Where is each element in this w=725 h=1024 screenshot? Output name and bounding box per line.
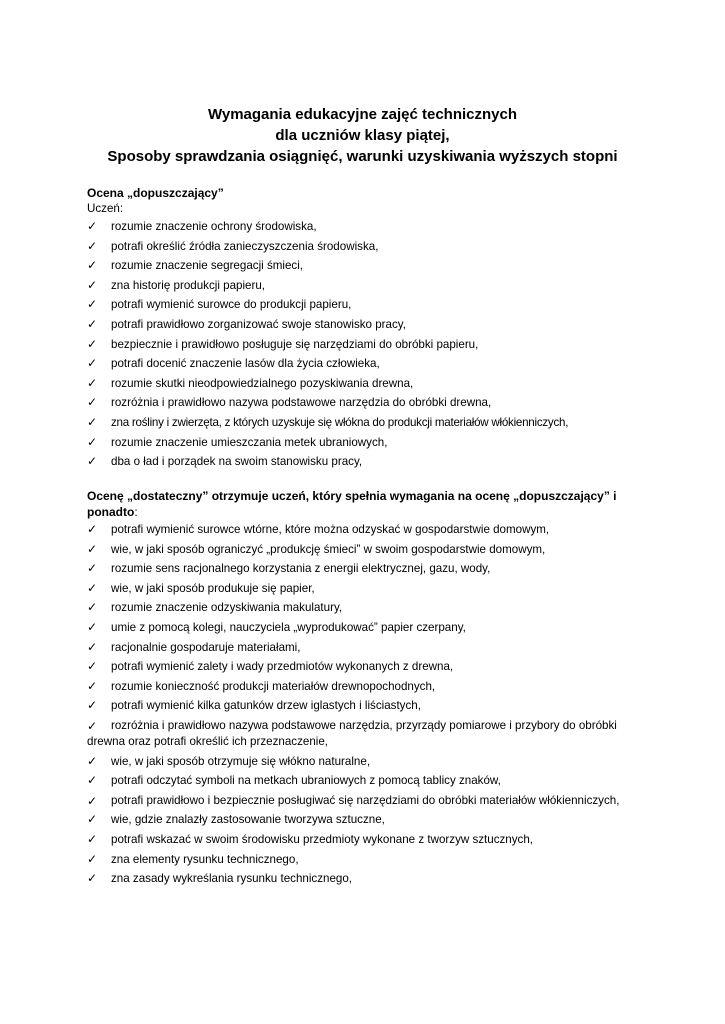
list-item-text: wie, gdzie znalazły zastosowanie tworzywa sztuczne, <box>111 813 385 827</box>
list-item-text: potrafi wymienić surowce wtórne, które można odzyskać w gospodarstwie domowym, <box>111 523 550 536</box>
list-item <box>87 618 647 638</box>
list-item <box>87 677 647 697</box>
list-item-text: potrafi prawidłowo i bezpiecznie posługiwać się narzędziami do obróbki materiałów włókienniczych, <box>111 793 620 807</box>
checkmark-icon: ✓ <box>87 561 98 576</box>
list-item-text: zna zasady wykreślania rysunku technicznego, <box>111 872 353 886</box>
list-item-text: wie, w jaki sposób produkuje się papier, <box>111 581 315 595</box>
list-item-text: rozumie skutki nieodpowiedzialnego pozyskiwania drewna, <box>111 376 414 390</box>
checkmark-icon: ✓ <box>87 580 98 595</box>
list-item-text: rozumie sens racjonalnego korzystania z energii elektrycznej, gazu, wody, <box>111 562 491 576</box>
checkmark-icon: ✓ <box>87 831 98 846</box>
title-line-2: dla uczniów klasy piątej, <box>275 127 450 144</box>
checkmark-icon: ✓ <box>87 541 98 556</box>
list-item <box>87 696 647 716</box>
checkmark-icon: ✓ <box>87 434 98 449</box>
checkmark-icon: ✓ <box>87 639 98 654</box>
list-item-text: potrafi wymienić zalety i wady przedmiotów wykonanych z drewna, <box>111 660 454 674</box>
checkmark-icon: ✓ <box>87 753 98 768</box>
checkmark-icon: ✓ <box>87 375 98 390</box>
checkmark-icon: ✓ <box>87 773 98 788</box>
section-heading-tail: : <box>134 505 138 519</box>
section-heading-text: Ocenę „dostateczny” otrzymuje uczeń, który spełnia wymagania na ocenę „dopuszczający” i ponadto <box>87 489 617 519</box>
list-item-text: potrafi wskazać w swoim środowisku przedmioty wykonane z tworzyw sztucznych, <box>111 832 534 846</box>
list-item <box>87 374 647 394</box>
list-item <box>87 276 647 296</box>
list-item-text: rozróżnia i prawidłowo nazywa podstawowe narzędzia, przyrządy pomiarowe i przybory do obróbki drewna oraz potrafi określić ich przeznaczenie, <box>87 718 617 748</box>
list-item-text: potrafi wymienić surowce do produkcji papieru, <box>111 298 352 312</box>
list-item-text: umie z pomocą kolegi, nauczyciela „wyprodukować” papier czerpany, <box>111 620 466 634</box>
list-item <box>87 791 647 811</box>
checkmark-icon: ✓ <box>87 297 98 312</box>
list-item-text: zna rośliny i zwierzęta, z których uzyskuje się włókna do produkcji materiałów włókienniczych, <box>111 415 569 429</box>
list-item <box>87 217 647 237</box>
list-item <box>87 354 647 374</box>
list-item-text: potrafi docenić znaczenie lasów dla życia człowieka, <box>111 357 380 371</box>
list-item <box>87 771 647 791</box>
section-dopuszczajacy <box>87 185 647 472</box>
list-item <box>87 850 647 870</box>
requirements-list <box>87 217 647 472</box>
list-item <box>87 830 647 850</box>
section-heading: Ocena „dopuszczający” <box>87 186 224 200</box>
document-title <box>0 104 725 167</box>
list-item <box>87 579 647 599</box>
list-item-text: wie, w jaki sposób ograniczyć „produkcję śmieci” w swoim gospodarstwie domowym, <box>111 542 546 556</box>
checkmark-icon: ✓ <box>87 600 98 615</box>
checkmark-icon: ✓ <box>87 395 98 410</box>
list-item <box>87 657 647 677</box>
section-intro: Uczeń: <box>87 202 124 215</box>
list-item-text: rozumie znaczenie odzyskiwania makulatury, <box>111 601 343 615</box>
list-item <box>87 256 647 276</box>
checkmark-icon: ✓ <box>87 718 98 733</box>
list-item-text: potrafi wymienić kilka gatunków drzew iglastych i liściastych, <box>111 699 421 713</box>
checkmark-icon: ✓ <box>87 356 98 371</box>
list-item <box>87 810 647 830</box>
checkmark-icon: ✓ <box>87 414 97 429</box>
checkmark-icon: ✓ <box>87 277 98 292</box>
list-item <box>87 452 647 472</box>
list-item-text: zna elementy rysunku technicznego, <box>111 852 299 866</box>
checkmark-icon: ✓ <box>87 316 98 331</box>
checkmark-icon: ✓ <box>87 812 98 827</box>
list-item <box>87 638 647 658</box>
checkmark-icon: ✓ <box>87 454 98 469</box>
checkmark-icon: ✓ <box>87 698 98 713</box>
list-item <box>87 559 647 579</box>
list-item <box>87 520 647 540</box>
list-item-text: rozumie znaczenie umieszczania metek ubraniowych, <box>111 435 388 449</box>
list-item <box>87 598 647 618</box>
list-item <box>87 433 647 453</box>
section-heading <box>87 488 647 520</box>
list-item-text: rozumie konieczność produkcji materiałów drewnopochodnych, <box>111 679 436 693</box>
list-item-text: zna historię produkcji papieru, <box>111 278 266 292</box>
list-item-text: bezpiecznie i prawidłowo posługuje się narzędziami do obróbki papieru, <box>111 337 479 351</box>
list-item <box>87 716 647 752</box>
checkmark-icon: ✓ <box>87 522 98 536</box>
list-item-text: rozumie znaczenie ochrony środowiska, <box>111 220 317 233</box>
list-item <box>87 413 647 433</box>
list-item <box>87 540 647 560</box>
list-item <box>87 393 647 413</box>
checkmark-icon: ✓ <box>87 258 98 273</box>
section-dostateczny <box>87 488 647 889</box>
list-item-text: potrafi odczytać symboli na metkach ubraniowych z pomocą tablicy znaków, <box>111 774 501 788</box>
checkmark-icon: ✓ <box>87 619 98 634</box>
list-item <box>87 752 647 772</box>
list-item <box>87 237 647 257</box>
checkmark-icon: ✓ <box>87 659 98 674</box>
list-item-text: dba o ład i porządek na swoim stanowisku pracy, <box>111 455 363 469</box>
list-item-text: wie, w jaki sposób otrzymuje się włókno naturalne, <box>111 754 371 768</box>
title-line-1: Wymagania edukacyjne zajęć technicznych <box>207 106 518 123</box>
checkmark-icon: ✓ <box>87 871 98 886</box>
list-item <box>87 335 647 355</box>
checkmark-icon: ✓ <box>87 851 98 866</box>
checkmark-icon: ✓ <box>87 336 98 351</box>
checkmark-icon: ✓ <box>87 238 98 253</box>
list-item-text: racjonalnie gospodaruje materiałami, <box>111 640 301 654</box>
list-item-text: potrafi prawidłowo zorganizować swoje stanowisko pracy, <box>111 317 406 331</box>
title-line-3: Sposoby sprawdzania osiągnięć, warunki uzyskiwania wyższych stopni <box>107 148 618 165</box>
list-item-text: potrafi określić źródła zanieczyszczenia środowiska, <box>111 239 379 253</box>
list-item <box>87 869 647 889</box>
list-item-text: rozróżnia i prawidłowo nazywa podstawowe narzędzia do obróbki drewna, <box>111 396 492 410</box>
list-item-text: rozumie znaczenie segregacji śmieci, <box>111 259 304 273</box>
checkmark-icon: ✓ <box>87 678 98 693</box>
requirements-list <box>87 520 647 889</box>
list-item <box>87 315 647 335</box>
checkmark-icon: ✓ <box>87 219 98 233</box>
list-item <box>87 295 647 315</box>
checkmark-icon: ✓ <box>87 793 98 808</box>
